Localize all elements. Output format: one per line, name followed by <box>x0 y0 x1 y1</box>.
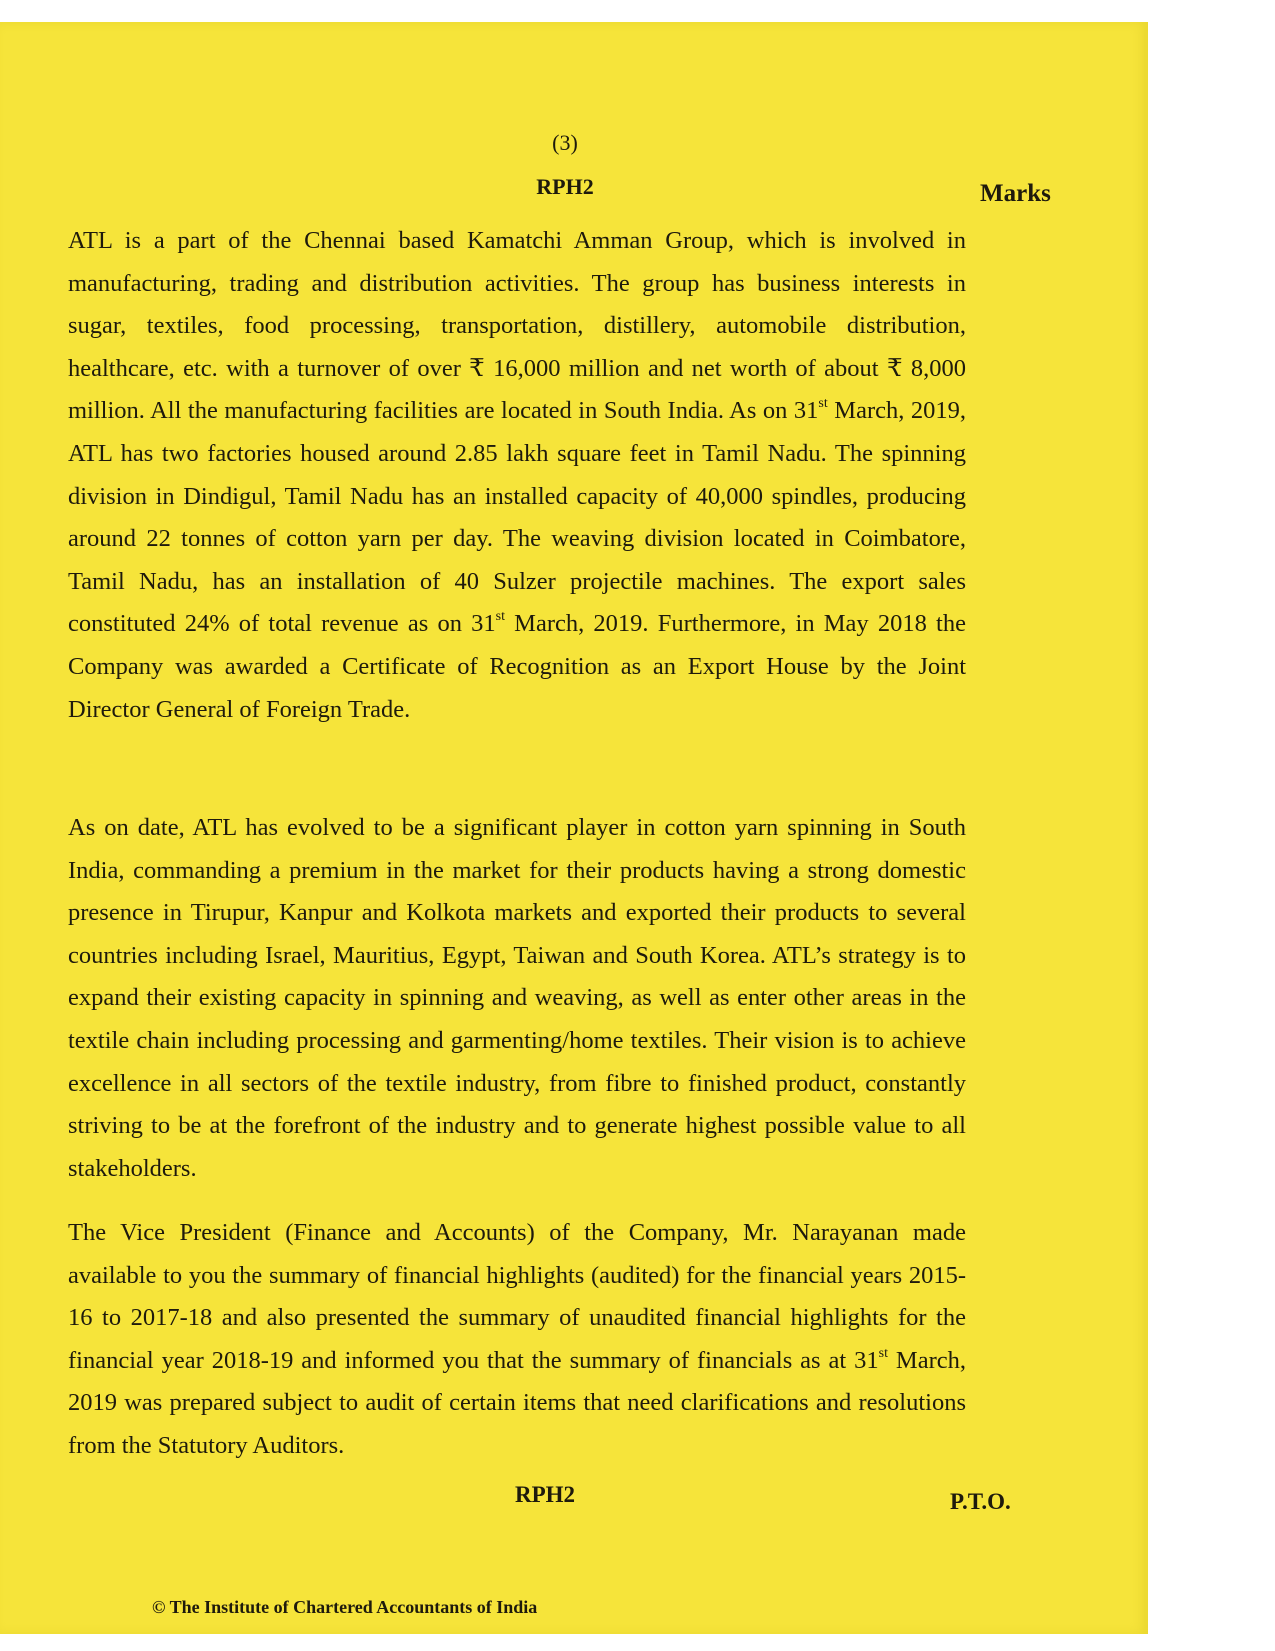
ordinal-suffix: st <box>818 396 828 412</box>
please-turn-over: P.T.O. <box>950 1489 1011 1514</box>
text-run: The Vice President (Finance and Accounts) of the Company, Mr. Narayanan made available to you the summary of financial highlights (audited) for the financial years 2015-16 to 2017-18 and also presented the summary of unaudited financial highlights for the financial year 2018-19 and informed you that the summary of financials as at 31 <box>68 1219 966 1374</box>
text-run: March, 2019. Furthermore, in May 2018 the Company was awarded a Certificate of Recognition as an Export House by the Joint Director General of Foreign Trade. <box>68 610 966 723</box>
paper-code-header: RPH2 <box>536 174 594 199</box>
ordinal-suffix: st <box>495 609 505 625</box>
marks-column-label: Marks <box>980 180 1051 207</box>
text-run: As on date, ATL has evolved to be a significant player in cotton yarn spinning in South India, commanding a premium in the market for their products having a strong domestic presence in Tirupur, Kanpur and Kolkota markets and exported their products to several countries including Israel, Mauritius, Egypt, Taiwan and South Korea. ATL’s strategy is to expand their existing capacity in spinning and weaving, as well as enter other areas in the textile chain including processing and garmenting/home textiles. Their vision is to achieve excellence in all sectors of the textile industry, from fibre to finished product, constantly striving to be at the forefront of the industry and to generate highest possible value to all stakeholders. <box>68 814 966 1182</box>
exam-page <box>0 22 1148 1634</box>
page-number: (3) <box>552 130 578 155</box>
text-run: ATL is a part of the Chennai based Kamatchi Amman Group, which is involved in manufacturing, trading and distribution activities. The group has business interests in sugar, textiles, food processing, transportation, distillery, automobile distribution, healthcare, etc. with a turnover of over ₹ 16,000 million and net worth of about ₹ 8,000 million. All the manufacturing facilities are located in South India. As on 31 <box>68 227 966 425</box>
text-run: March, 2019, ATL has two factories housed around 2.85 lakh square feet in Tamil Nadu. The spinning division in Dindigul, Tamil Nadu has an installed capacity of 40,000 spindles, producing around 22 tonnes of cotton yarn per day. The weaving division located in Coimbatore, Tamil Nadu, has an installation of 40 Sulzer projectile machines. The export sales constituted 24% of total revenue as on 31 <box>68 397 966 638</box>
paragraph-company-profile <box>68 220 966 731</box>
paper-code-footer: RPH2 <box>514 1482 576 1507</box>
text-run: March, 2019 was prepared subject to audit of certain items that need clarifications and resolutions from the Statutory Auditors. <box>68 1346 966 1459</box>
paragraph-company-strategy <box>68 807 966 1190</box>
copyright-notice: © The Institute of Chartered Accountants of India <box>152 1597 538 1617</box>
ordinal-suffix: st <box>878 1345 888 1361</box>
paragraph-financial-highlights <box>68 1212 966 1468</box>
